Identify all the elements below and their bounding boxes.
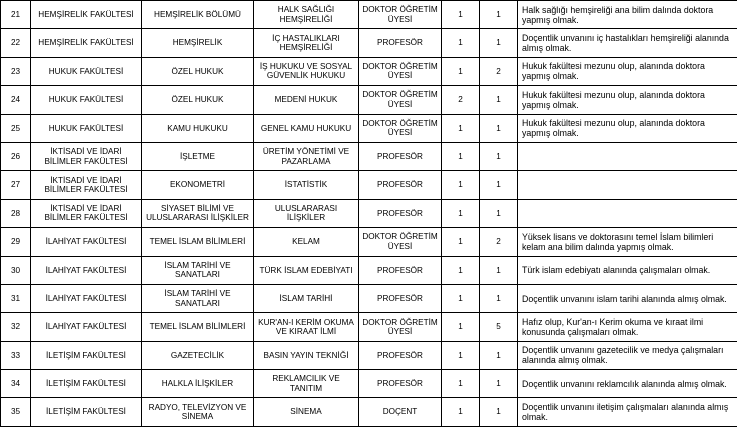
table-row xyxy=(1,199,737,227)
table-row xyxy=(1,398,737,426)
requirement-cell: Yüksek lisans ve doktorasını temel İslam bilimleri kelam ana bilim dalında yapmış olmak. xyxy=(518,228,737,256)
table-row xyxy=(1,57,737,85)
faculty-cell: İLAHİYAT FAKÜLTESİ xyxy=(31,228,142,256)
row-number: 21 xyxy=(1,1,31,29)
table-body xyxy=(1,1,737,427)
faculty-cell: İLAHİYAT FAKÜLTESİ xyxy=(31,313,142,341)
row-number: 31 xyxy=(1,284,31,312)
department-cell: RADYO, TELEVİZYON VE SİNEMA xyxy=(142,398,254,426)
department-cell: ÖZEL HUKUK xyxy=(142,86,254,114)
count-cell-2: 1 xyxy=(480,86,518,114)
program-cell: ULUSLARARASI İLİŞKİLER xyxy=(254,199,359,227)
department-cell: SİYASET BİLİMİ VE ULUSLARARASI İLİŞKİLER xyxy=(142,199,254,227)
academic-title-cell: PROFESÖR xyxy=(359,29,442,57)
count-cell-1: 1 xyxy=(442,370,480,398)
academic-title-cell: DOKTOR ÖĞRETİM ÜYESİ xyxy=(359,228,442,256)
requirement-cell: Hukuk fakültesi mezunu olup, alanında doktora yapmış olmak. xyxy=(518,86,737,114)
program-cell: İSTATİSTİK xyxy=(254,171,359,199)
count-cell-1: 2 xyxy=(442,86,480,114)
academic-title-cell: PROFESÖR xyxy=(359,370,442,398)
faculty-cell: HUKUK FAKÜLTESİ xyxy=(31,86,142,114)
table-row xyxy=(1,341,737,369)
requirement-cell: Doçentlik unvanını iletişim çalışmaları alanında almış olmak. xyxy=(518,398,737,426)
department-cell: HALKLA İLİŞKİLER xyxy=(142,370,254,398)
department-cell: TEMEL İSLAM BİLİMLERİ xyxy=(142,313,254,341)
row-number: 24 xyxy=(1,86,31,114)
count-cell-2: 1 xyxy=(480,398,518,426)
program-cell: REKLAMCILIK VE TANITIM xyxy=(254,370,359,398)
program-cell: SİNEMA xyxy=(254,398,359,426)
count-cell-2: 1 xyxy=(480,142,518,170)
requirement-cell: Doçentlik unvanını islam tarihi alanında almış olmak. xyxy=(518,284,737,312)
row-number: 26 xyxy=(1,142,31,170)
department-cell: İSLAM TARİHİ VE SANATLARI xyxy=(142,256,254,284)
academic-title-cell: PROFESÖR xyxy=(359,199,442,227)
academic-title-cell: PROFESÖR xyxy=(359,142,442,170)
department-cell: HEMŞİRELİK xyxy=(142,29,254,57)
faculty-cell: İLAHİYAT FAKÜLTESİ xyxy=(31,284,142,312)
count-cell-2: 1 xyxy=(480,370,518,398)
program-cell: KELAM xyxy=(254,228,359,256)
count-cell-2: 5 xyxy=(480,313,518,341)
academic-title-cell: PROFESÖR xyxy=(359,256,442,284)
program-cell: MEDENİ HUKUK xyxy=(254,86,359,114)
row-number: 34 xyxy=(1,370,31,398)
program-cell: ÜRETİM YÖNETİMİ VE PAZARLAMA xyxy=(254,142,359,170)
count-cell-2: 1 xyxy=(480,29,518,57)
faculty-cell: İKTİSADİ VE İDARİ BİLİMLER FAKÜLTESİ xyxy=(31,171,142,199)
requirement-cell: Doçentlik unvanını iç hastalıkları hemşireliği alanında almış olmak. xyxy=(518,29,737,57)
academic-title-cell: DOKTOR ÖĞRETİM ÜYESİ xyxy=(359,114,442,142)
table-row xyxy=(1,171,737,199)
program-cell: HALK SAĞLIĞI HEMŞİRELİĞİ xyxy=(254,1,359,29)
program-cell: İSLAM TARİHİ xyxy=(254,284,359,312)
faculty-cell: İKTİSADİ VE İDARİ BİLİMLER FAKÜLTESİ xyxy=(31,142,142,170)
faculty-cell: HUKUK FAKÜLTESİ xyxy=(31,114,142,142)
department-cell: EKONOMETRİ xyxy=(142,171,254,199)
table-row xyxy=(1,313,737,341)
count-cell-1: 1 xyxy=(442,284,480,312)
row-number: 29 xyxy=(1,228,31,256)
requirement-cell: Halk sağlığı hemşireliği ana bilim dalında doktora yapmış olmak. xyxy=(518,1,737,29)
table-row xyxy=(1,114,737,142)
department-cell: TEMEL İSLAM BİLİMLERİ xyxy=(142,228,254,256)
department-cell: HEMŞİRELİK BÖLÜMÜ xyxy=(142,1,254,29)
academic-title-cell: DOKTOR ÖĞRETİM ÜYESİ xyxy=(359,57,442,85)
count-cell-1: 1 xyxy=(442,1,480,29)
row-number: 22 xyxy=(1,29,31,57)
faculty-cell: HEMŞİRELİK FAKÜLTESİ xyxy=(31,29,142,57)
requirement-cell xyxy=(518,171,737,199)
requirement-cell: Hukuk fakültesi mezunu olup, alanında doktora yapmış olmak. xyxy=(518,57,737,85)
table-row xyxy=(1,284,737,312)
table-row xyxy=(1,256,737,284)
program-cell: İÇ HASTALIKLARI HEMŞİRELİĞİ xyxy=(254,29,359,57)
program-cell: TÜRK İSLAM EDEBİYATI xyxy=(254,256,359,284)
row-number: 32 xyxy=(1,313,31,341)
requirement-cell: Doçentlik unvanını gazetecilik ve medya çalışmaları alanında almış olmak. xyxy=(518,341,737,369)
count-cell-1: 1 xyxy=(442,341,480,369)
count-cell-1: 1 xyxy=(442,114,480,142)
count-cell-1: 1 xyxy=(442,398,480,426)
count-cell-1: 1 xyxy=(442,57,480,85)
program-cell: GENEL KAMU HUKUKU xyxy=(254,114,359,142)
row-number: 23 xyxy=(1,57,31,85)
count-cell-2: 1 xyxy=(480,114,518,142)
faculty-cell: İLETİŞİM FAKÜLTESİ xyxy=(31,341,142,369)
row-number: 33 xyxy=(1,341,31,369)
count-cell-2: 2 xyxy=(480,228,518,256)
count-cell-2: 1 xyxy=(480,341,518,369)
academic-title-cell: DOKTOR ÖĞRETİM ÜYESİ xyxy=(359,313,442,341)
row-number: 28 xyxy=(1,199,31,227)
faculty-cell: İLAHİYAT FAKÜLTESİ xyxy=(31,256,142,284)
requirement-cell: Hukuk fakültesi mezunu olup, alanında doktora yapmış olmak. xyxy=(518,114,737,142)
department-cell: İSLAM TARİHİ VE SANATLARI xyxy=(142,284,254,312)
row-number: 35 xyxy=(1,398,31,426)
faculty-cell: İKTİSADİ VE İDARİ BİLİMLER FAKÜLTESİ xyxy=(31,199,142,227)
count-cell-2: 1 xyxy=(480,284,518,312)
department-cell: KAMU HUKUKU xyxy=(142,114,254,142)
count-cell-2: 1 xyxy=(480,199,518,227)
count-cell-1: 1 xyxy=(442,171,480,199)
requirement-cell xyxy=(518,142,737,170)
academic-title-cell: DOKTOR ÖĞRETİM ÜYESİ xyxy=(359,1,442,29)
count-cell-1: 1 xyxy=(442,313,480,341)
row-number: 30 xyxy=(1,256,31,284)
count-cell-1: 1 xyxy=(442,256,480,284)
requirement-cell xyxy=(518,199,737,227)
table-row xyxy=(1,29,737,57)
row-number: 25 xyxy=(1,114,31,142)
count-cell-1: 1 xyxy=(442,29,480,57)
faculty-cell: İLETİŞİM FAKÜLTESİ xyxy=(31,398,142,426)
table-row xyxy=(1,370,737,398)
academic-title-cell: PROFESÖR xyxy=(359,171,442,199)
program-cell: KUR'AN-I KERİM OKUMA VE KIRAAT İLMİ xyxy=(254,313,359,341)
department-cell: ÖZEL HUKUK xyxy=(142,57,254,85)
count-cell-2: 1 xyxy=(480,1,518,29)
faculty-cell: İLETİŞİM FAKÜLTESİ xyxy=(31,370,142,398)
table-row xyxy=(1,142,737,170)
program-cell: BASIN YAYIN TEKNİĞİ xyxy=(254,341,359,369)
requirement-cell: Doçentlik unvanını reklamcılık alanında almış olmak. xyxy=(518,370,737,398)
count-cell-2: 1 xyxy=(480,256,518,284)
program-cell: İŞ HUKUKU VE SOSYAL GÜVENLİK HUKUKU xyxy=(254,57,359,85)
count-cell-2: 2 xyxy=(480,57,518,85)
requirement-cell: Hafız olup, Kur'an-ı Kerim okuma ve kıraat ilmi konusunda çalışmaları olmak. xyxy=(518,313,737,341)
count-cell-1: 1 xyxy=(442,199,480,227)
academic-title-cell: PROFESÖR xyxy=(359,341,442,369)
requirement-cell: Türk islam edebiyatı alanında çalışmaları olmak. xyxy=(518,256,737,284)
row-number: 27 xyxy=(1,171,31,199)
department-cell: İŞLETME xyxy=(142,142,254,170)
count-cell-2: 1 xyxy=(480,171,518,199)
faculty-cell: HEMŞİRELİK FAKÜLTESİ xyxy=(31,1,142,29)
academic-title-cell: DOÇENT xyxy=(359,398,442,426)
faculty-cell: HUKUK FAKÜLTESİ xyxy=(31,57,142,85)
count-cell-1: 1 xyxy=(442,142,480,170)
department-cell: GAZETECİLİK xyxy=(142,341,254,369)
count-cell-1: 1 xyxy=(442,228,480,256)
academic-title-cell: DOKTOR ÖĞRETİM ÜYESİ xyxy=(359,86,442,114)
table-row xyxy=(1,1,737,29)
table-row xyxy=(1,228,737,256)
academic-title-cell: PROFESÖR xyxy=(359,284,442,312)
table-row xyxy=(1,86,737,114)
